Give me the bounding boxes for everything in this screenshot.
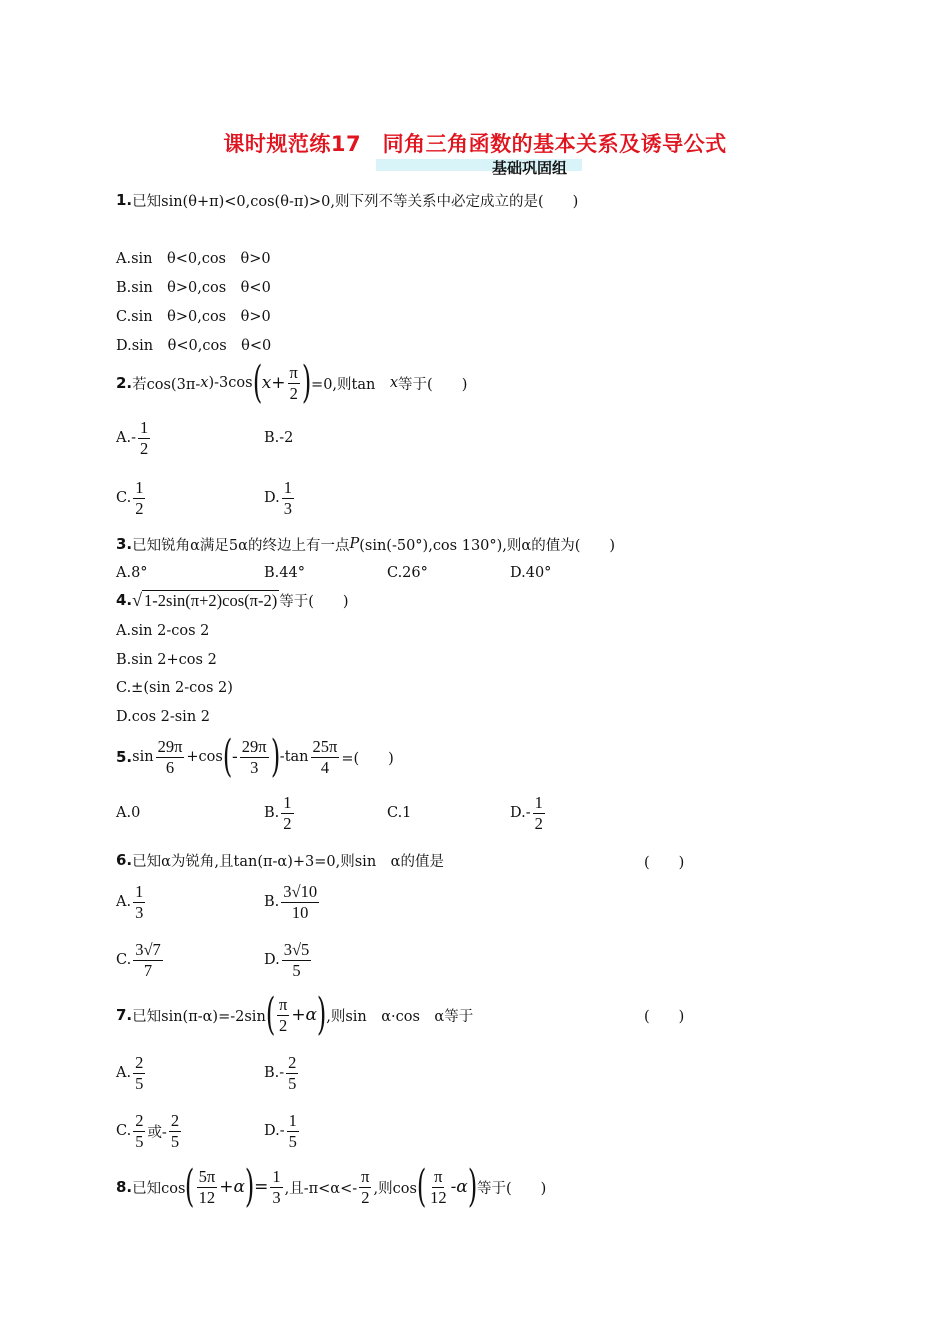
question-7: 7. 已知sin(π-α)=-2sin ( $\frac{\pi}{2}$ +α ) ,则sin α·cos α等于 (116, 989, 474, 1040)
q3-option-c: C.26° (387, 565, 428, 581)
q6-option-a: A. $\frac{1}{3}$ (116, 881, 144, 922)
q4-option-d: D.cos 2-sin 2 (116, 709, 210, 725)
q5-option-d: D.- $\frac{1}{2}$ (510, 792, 543, 833)
question-2: 2. 若cos(3π- x )-3cos ( x + $\frac{\pi}{2}$ ) =0,则tan x 等于( ) (116, 357, 468, 408)
q4-option-b: B.sin 2+cos 2 (116, 652, 217, 668)
q1-option-b: B.sin θ>0,cos θ<0 (116, 279, 271, 296)
page-title: 课时规范练17 同角三角函数的基本关系及诱导公式 (223, 132, 727, 156)
q1-option-a: A.sin θ<0,cos θ>0 (116, 250, 271, 267)
q7-option-c: C. $\frac{2}{5}$ 或- $\frac{2}{5}$ (116, 1110, 180, 1151)
q7-answer-paren: ( ) (644, 1009, 685, 1025)
fraction: $\frac{\pi}{2}$ (289, 362, 298, 403)
q6-answer-paren: ( ) (644, 855, 685, 871)
q6-option-c: C. $\frac{3√7}{7}$ (116, 939, 161, 980)
question-6: 6. 已知α为锐角,且tan(π-α)+3=0,则sin α的值是 (116, 851, 444, 870)
radical: √ 1-2sin(π+2)cos(π-2) (132, 589, 278, 610)
q2-option-b: B.-2 (264, 430, 294, 446)
q2-option-d: D. $\frac{1}{3}$ (264, 477, 292, 518)
q6-option-b: B. $\frac{3√10}{10}$ (264, 881, 318, 922)
q2-option-c: C. $\frac{1}{2}$ (116, 477, 144, 518)
question-3: 3. 已知锐角α满足5α的终边上有一点 P (sin(-50°),cos 130°),则α的值为( ) (116, 535, 616, 554)
question-8: 8. 已知cos ( $\frac{5\pi}{12}$ +α ) = $\frac{1}{3}$ ,且-π<α<- $\frac{\pi}{2}$ ,则cos ( $\frac{\pi}{12}$ -α ) 等于( ) (116, 1161, 547, 1212)
q7-option-a: A. $\frac{2}{5}$ (116, 1052, 144, 1093)
q5-option-b: B. $\frac{1}{2}$ (264, 792, 292, 833)
q4-option-c: C.±(sin 2-cos 2) (116, 680, 233, 696)
q7-option-d: D.- $\frac{1}{5}$ (264, 1110, 297, 1151)
q5-option-c: C.1 (387, 805, 412, 821)
q3-option-a: A.8° (116, 565, 148, 581)
q7-option-b: B.- $\frac{2}{5}$ (264, 1052, 297, 1093)
question-5: 5. sin $\frac{29\pi}{6}$ +cos ( - $\frac{29\pi}{3}$ ) -tan $\frac{25\pi}{4}$ =( ) (116, 731, 394, 782)
q4-option-a: A.sin 2-cos 2 (116, 623, 210, 639)
question-1: 1. 已知sin(θ+π)<0,cos(θ-π)>0,则下列不等关系中必定成立的是( ) (116, 191, 579, 210)
q3-option-b: B.44° (264, 565, 305, 581)
q2-option-a: A.- $\frac{1}{2}$ (116, 417, 149, 458)
q3-option-d: D.40° (510, 565, 552, 581)
section-subtitle: 基础巩固组 (492, 159, 568, 177)
q1-option-d: D.sin θ<0,cos θ<0 (116, 337, 272, 354)
q1-option-c: C.sin θ>0,cos θ>0 (116, 308, 271, 325)
question-4: 4. √ 1-2sin(π+2)cos(π-2) 等于( ) (116, 589, 349, 610)
q6-option-d: D. $\frac{3√5}{5}$ (264, 939, 310, 980)
q5-option-a: A.0 (116, 805, 141, 821)
